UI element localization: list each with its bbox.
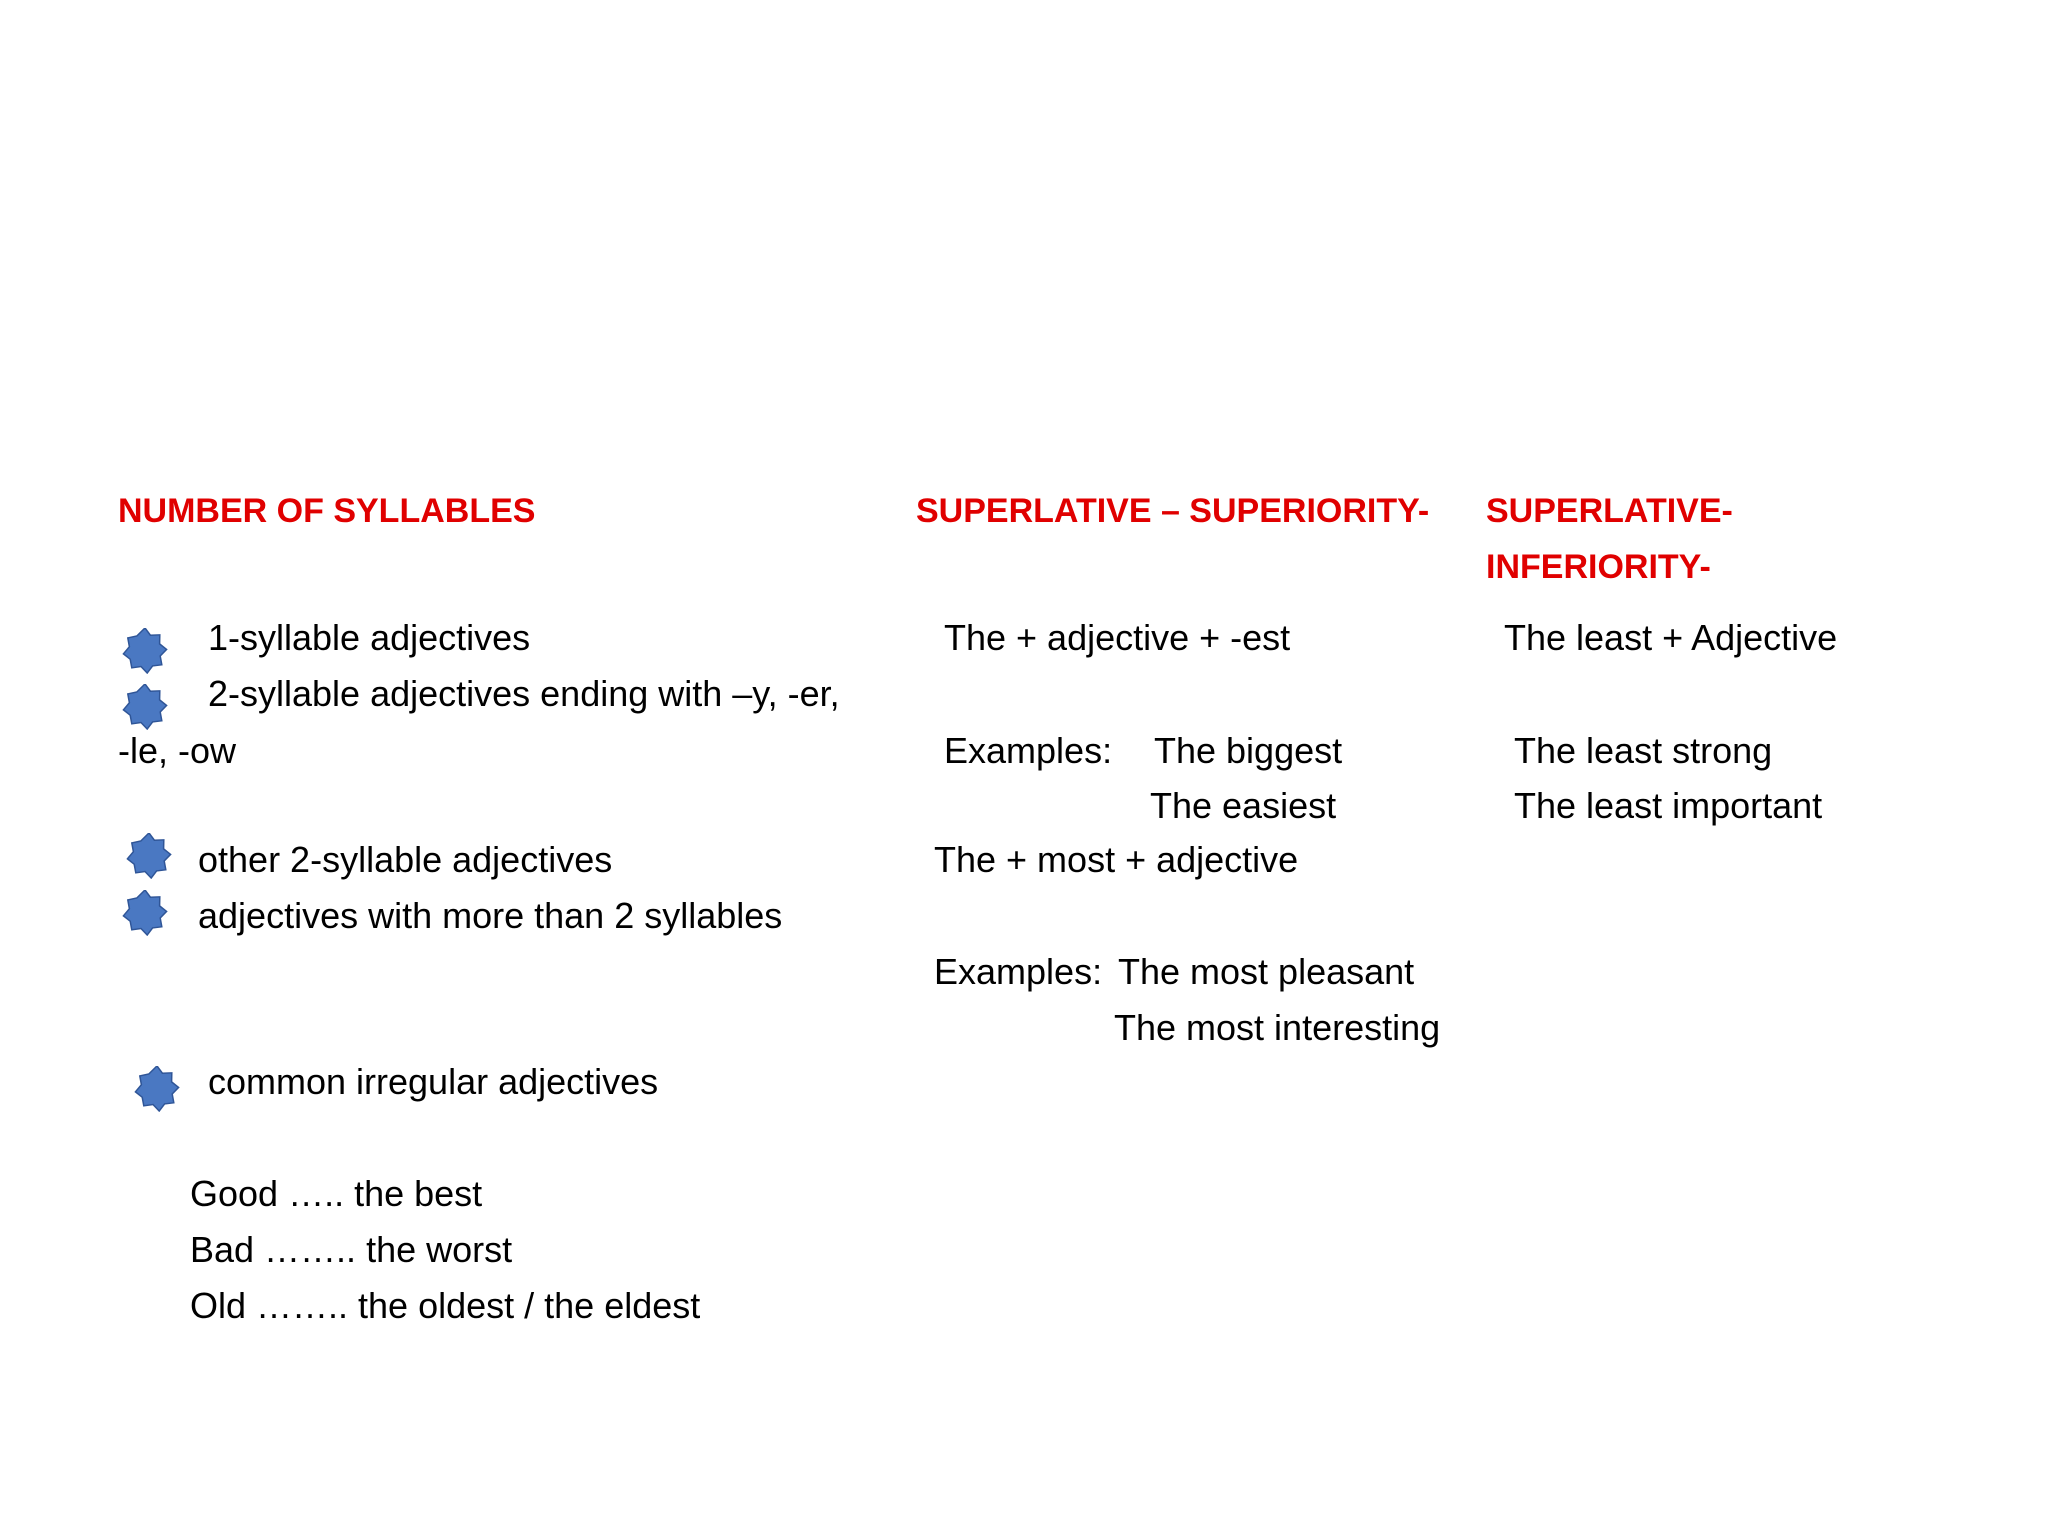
list-item-more-than-2: adjectives with more than 2 syllables [198, 895, 783, 936]
example-easiest: The easiest [1150, 785, 1337, 826]
example-least-strong: The least strong [1514, 730, 1773, 771]
star-icon [134, 1066, 180, 1112]
heading-inferiority-line1: SUPERLATIVE- [1486, 492, 1733, 530]
example-least-important: The least important [1514, 785, 1823, 826]
formula-least: The least + Adjective [1504, 617, 1838, 658]
star-icon [126, 833, 172, 879]
list-item-2-syllable-ending: 2-syllable adjectives ending with –y, -er, [208, 673, 840, 714]
heading-number-of-syllables: NUMBER OF SYLLABLES [118, 492, 536, 530]
heading-superiority: SUPERLATIVE – SUPERIORITY- [916, 492, 1430, 530]
heading-inferiority-line2: INFERIORITY- [1486, 548, 1711, 586]
example-most-pleasant: The most pleasant [1118, 951, 1415, 992]
star-icon [122, 890, 168, 936]
examples-label-2: Examples: [934, 951, 1103, 992]
example-biggest: The biggest [1154, 730, 1343, 771]
examples-label-1: Examples: [944, 730, 1113, 771]
formula-est: The + adjective + -est [944, 617, 1291, 658]
list-item-1-syllable: 1-syllable adjectives [208, 617, 531, 658]
star-icon [122, 628, 168, 674]
list-item-other-2-syllable: other 2-syllable adjectives [198, 839, 613, 880]
irregular-good: Good ….. the best [190, 1173, 483, 1214]
example-most-interesting: The most interesting [1114, 1007, 1441, 1048]
star-icon [122, 684, 168, 730]
list-item-2-syllable-ending-cont: -le, -ow [118, 730, 237, 771]
formula-most: The + most + adjective [934, 839, 1299, 880]
list-item-irregular: common irregular adjectives [208, 1061, 659, 1102]
irregular-bad: Bad …….. the worst [190, 1229, 513, 1270]
irregular-old: Old …….. the oldest / the eldest [190, 1285, 701, 1326]
